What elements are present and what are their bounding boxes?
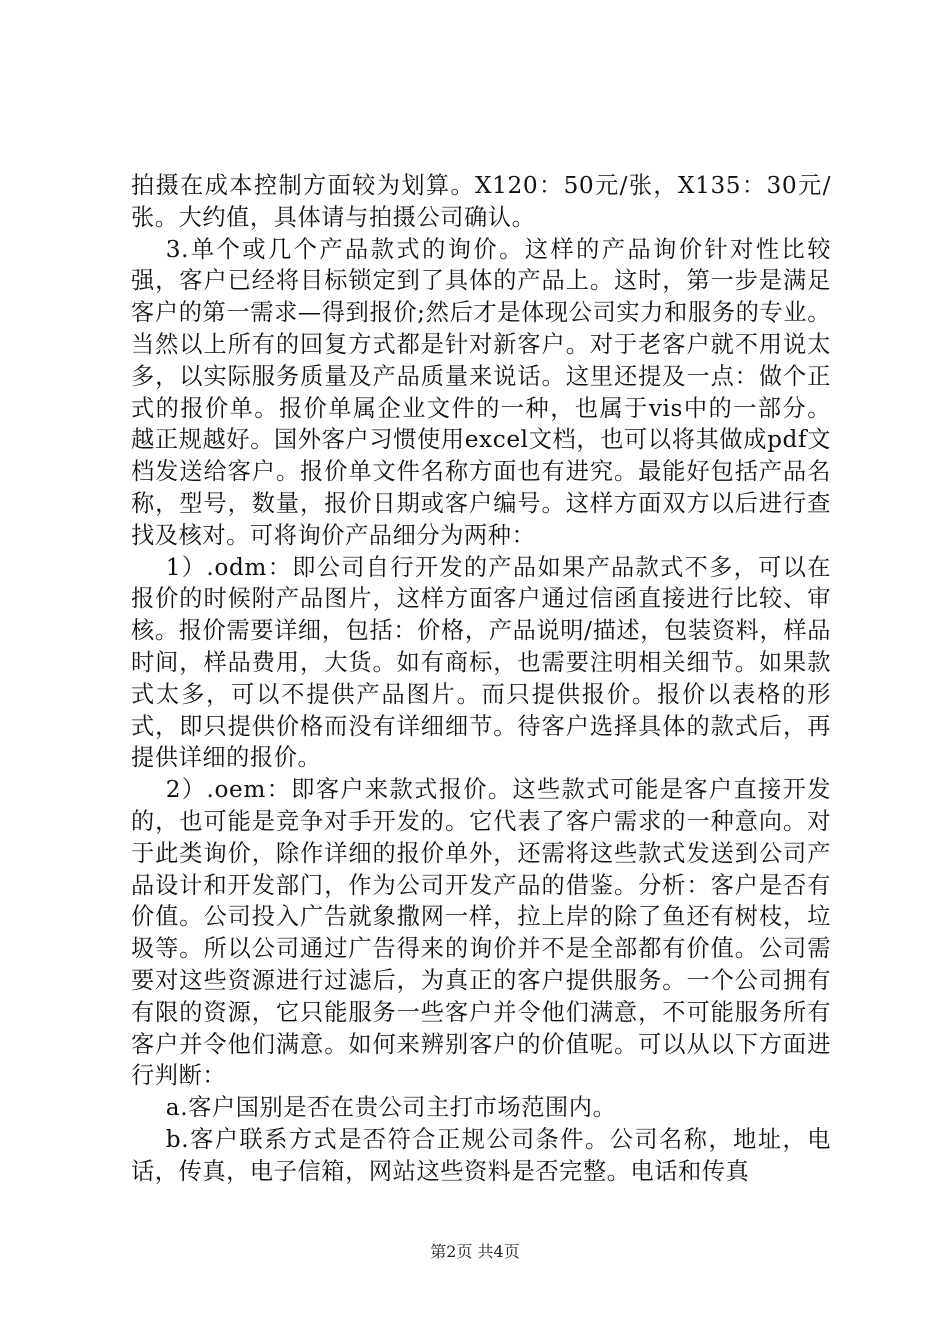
paragraph-item-3: 3.单个或几个产品款式的询价。这样的产品询价针对性比较强，客户已经将目标锁定到了具体的产品上。这时，第一步是满足客户的第一需求—得到报价;然后才是体现公司实力和服务的专业。当然以上所有的回复方式都是针对新客户。对于老客户就不用说太多，以实际服务质量及产品质量来说话。这里还提及一点：做个正式的报价单。报价单属企业文件的一种，也属于vis中的一部分。越正规越好。国外客户习惯使用excel文档，也可以将其做成pdf文档发送给客户。报价单文件名称方面也有进究。最能好包括产品名称，型号，数量，报价日期或客户编号。这样方面双方以后进行查找及核对。可将询价产品细分为两种： xyxy=(131,235,831,549)
paragraph-oem: 2）.oem：即客户来款式报价。这些款式可能是客户直接开发的，也可能是竞争对手开发的。它代表了客户需求的一种意向。对于此类询价，除作详细的报价单外，还需将这些款式发送到公司产品设计和开发部门，作为公司开发产品的借鉴。分析：客户是否有价值。公司投入广告就象撒网一样，拉上岸的除了鱼还有树枝，垃圾等。所以公司通过广告得来的询价并不是全部都有价值。公司需要对这些资源进行过滤后，为真正的客户提供服务。一个公司拥有有限的资源，它只能服务一些客户并令他们满意，不可能服务所有客户并令他们满意。如何来辨别客户的价值呢。可以从以下方面进行判断： xyxy=(131,776,831,1090)
paragraph-odm: 1）.odm：即公司自行开发的产品如果产品款式不多，可以在报价的时候附产品图片，这样方面客户通过信函直接进行比较、审核。报价需要详细，包括：价格，产品说明/描述，包装资料，样品时间，样品费用，大货。如有商标，也需要注明相关细节。如果款式太多，可以不提供产品图片。而只提供报价。报价以表格的形式，即只提供价格而没有详细细节。待客户选择具体的款式后，再提供详细的报价。 xyxy=(131,553,831,772)
paragraph-item-a: a.客户国别是否在贵公司主打市场范围内。 xyxy=(165,1094,617,1122)
paragraph-item-b: b.客户联系方式是否符合正规公司条件。公司名称，地址，电话，传真，电子信箱，网站这些资料是否完整。电话和传真 xyxy=(131,1125,831,1185)
document-body xyxy=(131,170,831,1188)
paragraph-continuation: 拍摄在成本控制方面较为划算。X120：50元/张，X135：30元/张。大约值，具体请与拍摄公司确认。 xyxy=(131,172,831,231)
page-footer: 第2页 共4页 xyxy=(430,1242,520,1261)
